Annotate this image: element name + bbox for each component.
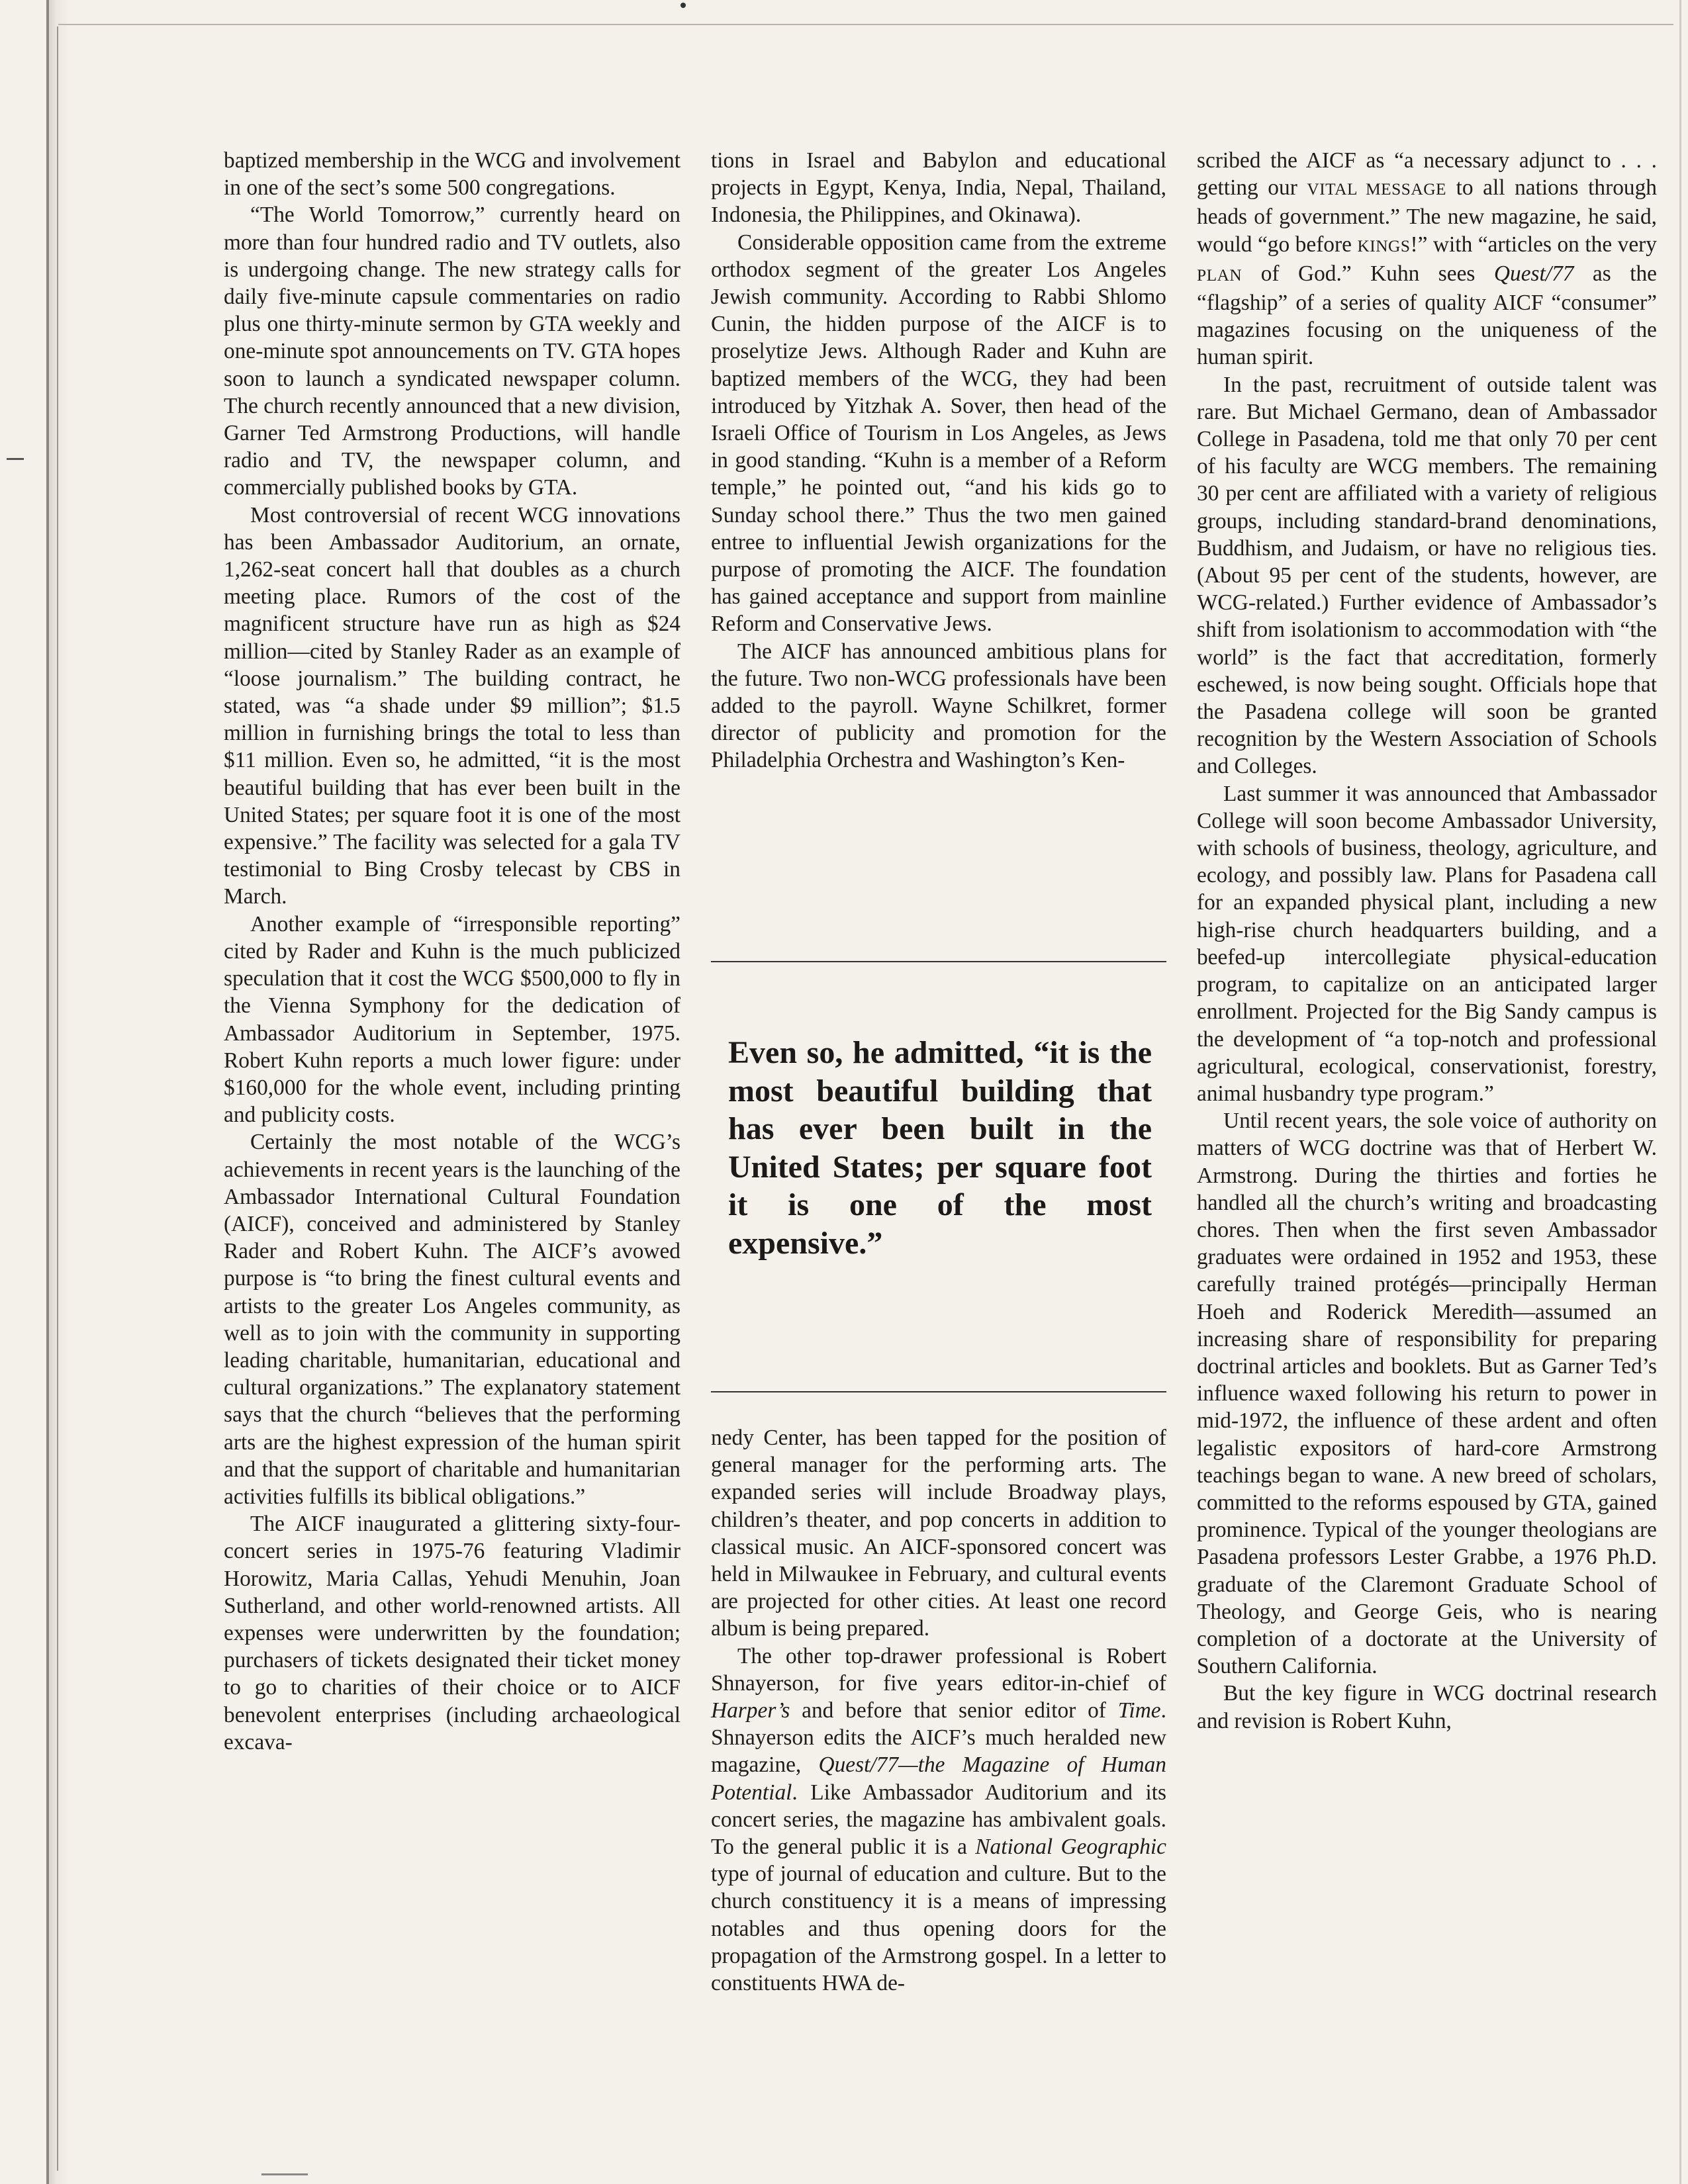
scan-binding-line xyxy=(57,26,58,2171)
italic-title: Time xyxy=(1117,1698,1161,1723)
column-3 xyxy=(1197,147,1657,1735)
column-2-lower xyxy=(711,1424,1166,1997)
paragraph: But the key figure in WCG doctrinal research and revision is Robert Kuhn, xyxy=(1197,1681,1657,1733)
small-caps-text: KINGS xyxy=(1357,236,1411,255)
paragraph: The AICF inaugurated a glittering sixty-four-concert series in 1975-76 featuring Vladimir Horowitz, Maria Callas, Yehudi Menuhin, Joan Sutherland, and other world-renowned artists. All expenses were underwritten by the foundation; purchasers of tickets designated their ticket money to go to charities of their choice or to AICF benevolent enterprises (including archaeological excava- xyxy=(224,1512,680,1754)
paragraph: Most controversial of recent WCG innovations has been Ambassador Auditorium, an ornate, 1,262-seat concert hall that doubles as a church meeting place. Rumors of the cost of the magnificent structure have run as high as $24 million—cited by Stanley Rader as an example of “loose journalism.” The building contract, he stated, was “a shade under $9 million”; $1.5 million in furnishing brings the total to less than $11 million. Even so, he admitted, “it is the most beautiful building that has ever been built in the United States; per square foot it is one of the most expensive.” The facility was selected for a gala TV testimonial to Bing Crosby telecast by CBS in March. xyxy=(224,502,680,909)
paragraph: The AICF has announced ambitious plans for the future. Two non-WCG professionals have been added to the payroll. Wayne Schilkret, former director of publicity and promotion for the Philadelphia Orchestra and Washington’s Ken- xyxy=(711,639,1166,773)
italic-title: National Geographic xyxy=(975,1835,1167,1860)
pullquote: Even so, he admitted, “it is the most beautiful building that has ever been built in the United States; per square foot it is one of the most expensive.” xyxy=(728,1035,1152,1261)
pullquote-bottom-rule xyxy=(711,1391,1166,1392)
paragraph: nedy Center, has been tapped for the position of general manager for the performing arts. The expanded series will include Broadway plays, children’s theater, and pop concerts in addition to classical music. An AICF-sponsored concert was held in Milwaukee in February, and cultural events are projected for other cities. At least one record album is being prepared. xyxy=(711,1426,1166,1641)
right-edge xyxy=(1679,0,1681,2184)
paragraph: “The World Tomorrow,” currently heard on more than four hundred radio and TV outlets, also is undergoing change. The new strategy calls for daily five-minute capsule commentaries on radio plus one thirty-minute sermon by GTA weekly and one-minute spot announcements on TV. GTA hopes soon to launch a syndicated newspaper column. The church recently announced that a new division, Garner Ted Armstrong Productions, will handle radio and TV, the newspaper column, and commercially published books by GTA. xyxy=(224,203,680,500)
paragraph: The other top-drawer professional is Robert Shnayerson, for five years editor-in-chief of Harper’s and before that senior editor of Time. Shnayerson edits the AICF’s much heralded new magazine, Quest/77—the Magazine of Human Potential. Like Ambassador Auditorium and its concert series, the magazine has ambivalent goals. To the general public it is a National Geographic type of journal of education and culture. But to the church constituency it is a means of impressing notables and thus opening doors for the propagation of the Armstrong gospel. In a letter to constituents HWA de- xyxy=(711,1643,1167,1996)
paragraph: Until recent years, the sole voice of authority on matters of WCG doctrine was that of Herbert W. Armstrong. During the thirties and forties he handled all the church’s writing and broadcasting chores. Then when the first seven Ambassador graduates were ordained in 1952 and 1953, these carefully trained protégés—principally Herman Hoeh and Roderick Meredith—assumed an increasing share of responsibility for preparing doctrinal articles and booklets. But as Garner Ted’s influence waxed following his return to power in mid-1972, the influence of these ardent and often legalistic expositors of hard-core Armstrong teachings began to wane. A new breed of scholars, committed to the reforms espoused by GTA, gained prominence. Typical of the younger theologians are Pasadena professors Lester Grabbe, a 1976 Ph.D. graduate of the Claremont Graduate School of Theology, and George Geis, who is nearing completion of a doctorate at the University of Southern California. xyxy=(1197,1109,1657,1679)
italic-title: Harper’s xyxy=(711,1698,790,1723)
margin-tick xyxy=(7,458,24,460)
small-caps-text: PLAN xyxy=(1197,265,1243,285)
italic-title: Quest/77—the Magazine of Human Potential xyxy=(711,1752,1166,1805)
paragraph: baptized membership in the WCG and involvement in one of the sect’s some 500 congregations. xyxy=(224,148,680,201)
column-2-upper xyxy=(711,147,1166,774)
top-dot xyxy=(680,3,686,8)
paragraph: Considerable opposition came from the extreme orthodox segment of the greater Los Angeles Jewish community. According to Rabbi Shlomo Cunin, the hidden purpose of the AICF is to proselytize Jews. Although Rader and Kuhn are baptized members of the WCG, they had been introduced by Yitzhak A. Sover, then head of the Israeli Office of Tourism in Los Angeles, as Jews in good standing. “Kuhn is a member of a Reform temple,” he pointed out, “and his kids go to Sunday school there.” Thus the two men gained entree to influential Jewish organizations for the purpose of promoting the AICF. The foundation has gained acceptance and support from mainline Reform and Conservative Jews. xyxy=(711,230,1166,637)
paragraph: Certainly the most notable of the WCG’s achievements in recent years is the launching of the Ambassador International Cultural Foundation (AICF), conceived and administered by Stanley Rader and Robert Kuhn. The AICF’s avowed purpose is “to bring the finest cultural events and artists to the greater Los Angeles community, as well as to join with the community in supporting leading charitable, humanitarian, educational and cultural organizations.” The explanatory statement says that the church “believes that the performing arts are the highest expression of the human spirit and that the support of charitable and humanitarian activities fulfills its biblical obligations.” xyxy=(224,1130,680,1509)
paragraph: Last summer it was announced that Ambassador College will soon become Ambassador University, with schools of business, theology, agriculture, and ecology, and possibly law. Plans for Pasadena call for an expanded physical plant, including a new high-rise church headquarters building, and a beefed-up intercollegiate physical-education program, to capitalize on an anticipated larger enrollment. Projected for the Big Sandy campus is the development of “a top-notch and professional agricultural, ecological, conservationist, forestry, animal husbandry type program.” xyxy=(1197,781,1657,1106)
bottom-mark xyxy=(261,2173,308,2175)
paragraph: scribed the AICF as “a necessary adjunct to . . . getting our VITAL MESSAGE to all nations through heads of government.” The new magazine, he said, would “go before KINGS!” with “articles on the very PLAN of God.” Kuhn sees Quest/77 as the “flagship” of a series of quality AICF “consumer” magazines focusing on the uniqueness of the human spirit. xyxy=(1197,148,1657,370)
paragraph: tions in Israel and Babylon and educational projects in Egypt, Kenya, India, Nepal, Thailand, Indonesia, the Philippines, and Okinawa). xyxy=(711,148,1166,228)
small-caps-text: VITAL MESSAGE xyxy=(1307,180,1447,199)
paragraph: Another example of “irresponsible reporting” cited by Rader and Kuhn is the much publicized speculation that it cost the WCG $500,000 to fly in the Vienna Symphony for the dedication of Ambassador Auditorium in September, 1975. Robert Kuhn reports a much lower figure: under $160,000 for the whole event, including printing and publicity costs. xyxy=(224,911,680,1128)
column-1 xyxy=(224,147,680,1756)
italic-title: Quest/77 xyxy=(1493,261,1574,286)
pullquote-top-rule xyxy=(711,961,1166,962)
top-rule xyxy=(58,24,1673,25)
paragraph: In the past, recruitment of outside talent was rare. But Michael Germano, dean of Ambassador College in Pasadena, told me that only 70 per cent of his faculty are WCG members. The remaining 30 per cent are affiliated with a variety of religious groups, including standard-brand denominations, Buddhism, and Judaism, or have no religious ties. (About 95 per cent of the students, however, are WCG-related.) Further evidence of Ambassador’s shift from isolationism to accommodation with “the world” is the fact that accreditation, formerly eschewed, is now being sought. Officials hope that the Pasadena college will soon be granted recognition by the Western Association of Schools and Colleges. xyxy=(1197,372,1657,779)
